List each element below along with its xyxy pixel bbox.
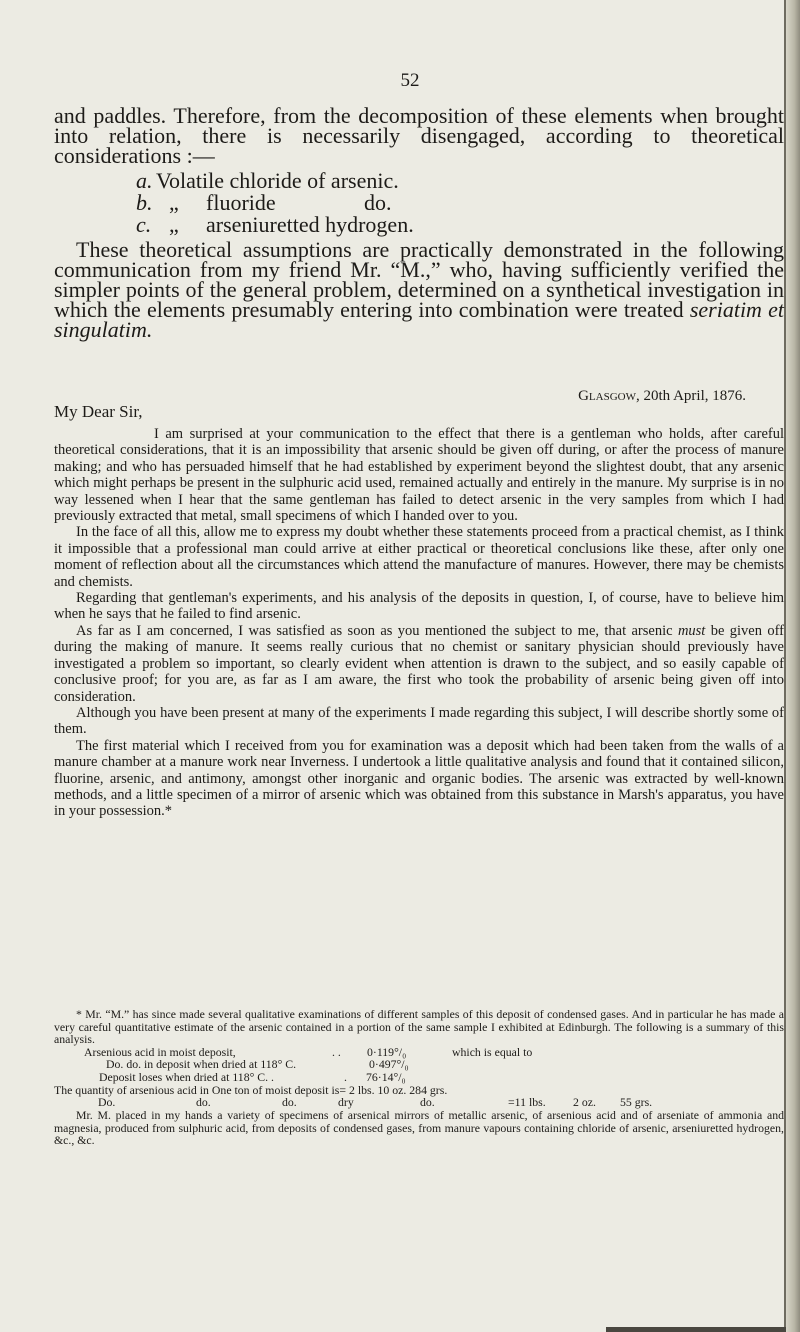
- footnote-closing: Mr. M. placed in my hands a variety of specimens of arsenical mirrors of metallic arsenic, of arsenious acid and of arseniate of ammonia and magnesia, produced from sulphuric acid, from deposits of condensed gases, from manure vapours containing chloride of arsenic, arseniuretted hydrogen, &c., &c.: [54, 1107, 784, 1148]
- do-cell: Do.: [98, 1095, 116, 1110]
- paragraph-text: be given off during the making of manure. It seems really curious that no chemist or sanitary physician should previously have investigated a problem so important, so clearly evident when attention is drawn to the subject, and so easily capable of conclusive proof; for you are, as far as I am aware, the first who took the probability of arsenic being given off into consideration.: [54, 622, 785, 705]
- row-value: 0·119°/₀: [367, 1044, 407, 1059]
- table-row: [54, 1071, 784, 1084]
- letter-paragraph: The first material which I received from you for examination was a deposit which had been taken from the walls of a manure chamber at a manure work near Inverness. I undertook a little qualitative analysis and found that it contained silicon, fluorine, arsenic, and antimony, amongst other inorganic and organic bodies. The arsenic was extracted by well-known methods, and a little specimen of a mirror of arsenic which was obtained from this substance in Marsh's apparatus, you have in your possession.*: [54, 737, 784, 820]
- row-value: 0·497°/₀: [369, 1057, 409, 1072]
- row-note: which is equal to: [452, 1044, 533, 1059]
- list-letter: c.: [136, 212, 152, 237]
- list-item: [136, 212, 784, 237]
- intro-paragraph: and paddles. Therefore, from the decomposition of these elements when brought into relation, there is necessarily disengaged, according to theoretical considerations :—: [54, 103, 784, 168]
- list-letter: a.: [136, 168, 153, 193]
- do-cell: =11 lbs.: [508, 1095, 546, 1110]
- letter-section: [54, 388, 784, 820]
- quantity-dry-line: [54, 1096, 784, 1109]
- do-cell: dry: [338, 1095, 354, 1110]
- salutation: My Dear Sir,: [54, 402, 143, 421]
- letter-paragraph: In the face of all this, allow me to express my doubt whether these statements proceed from a practical chemist, as I think it impossible that a professional man could arrive at either practical or theoretical conclusions like these, after only one moment of reflection about all the circumstances which attend the manufacture of manures. However, there may be chemists and chemists.: [54, 524, 784, 590]
- ditto-mark: „: [169, 212, 179, 237]
- page-number: 52: [400, 70, 420, 91]
- letter-paragraph: Although you have been present at many of the experiments I made regarding this subject, I will describe shortly some of them.: [54, 704, 784, 738]
- quantity-line: The quantity of arsenious acid in One ton of moist deposit is= 2 lbs. 10 oz. 284 grs.: [54, 1082, 448, 1097]
- gas-list: [54, 168, 784, 237]
- dateline: [578, 388, 746, 404]
- do-cell: 2 oz.: [573, 1095, 596, 1110]
- list-text: arseniuretted hydrogen.: [206, 212, 414, 237]
- list-text: Volatile chloride of arsenic.: [156, 168, 399, 193]
- do-cell: do.: [420, 1095, 435, 1110]
- intro-section: [54, 103, 784, 342]
- do-cell: do.: [282, 1095, 297, 1110]
- paragraph-italic: must: [677, 622, 706, 639]
- letter-paragraph: Regarding that gentleman's experiments, and his analysis of the deposits in question, I, of course, have to believe him when he says that he failed to find arsenic.: [54, 590, 784, 623]
- do-cell: 55 grs.: [620, 1095, 653, 1110]
- letter-paragraph: I am surprised at your communication to the effect that there is a gentleman who holds, after careful theoretical considerations, that it is an impossibility that arsenic should be given off during, or after the process of manure making; and who has persuaded himself that he had established by experiment beyond the slightest doubt, that any arsenic which might perhaps be present in the sulphuric acid used, remained actually and entirely in the manure. My surprise is in no way lessened when I hear that the same gentleman has failed to detect arsenic in the very samples from which I had previously extracted that metal, small specimens of which I handed over to you.: [54, 426, 784, 525]
- page-edge-line: [784, 0, 786, 1332]
- assumptions-text: These theoretical assumptions are practically demonstrated in the following communication from my friend Mr. “M.,” who, having sufficiently verified the simpler points of the general problem, determined on a synthetical investigation in which the elements presumably entering into combination were treated: [54, 237, 784, 322]
- row-dots: . .: [332, 1044, 341, 1059]
- ditto-do: do.: [364, 190, 392, 215]
- analysis-table: [54, 1046, 784, 1084]
- page-edge: [786, 0, 800, 1332]
- row-label: Deposit loses when dried at 118° C. .: [99, 1069, 274, 1084]
- assumptions-paragraph: [54, 237, 784, 342]
- dateline-date: 20th April, 1876.: [643, 388, 746, 404]
- ditto-mark: „: [169, 190, 179, 215]
- paragraph-text: As far as I am concerned, I was satisfied as soon as you mentioned the subject to me, that arsenic: [76, 622, 678, 639]
- footnote-intro: * Mr. “M.” has since made several qualitative examinations of different samples of this deposit of condensed gases. And in particular he has made a very careful quantitative estimate of the arsenic contained in a portion of the same sample I exhibited at Edinburgh. The following is a summary of this analysis.: [54, 1007, 784, 1047]
- row-label: Arsenious acid in moist deposit,: [84, 1044, 236, 1059]
- letter-head: [54, 388, 784, 426]
- do-cell: do.: [196, 1095, 211, 1110]
- page-edge-bottom: [606, 1327, 786, 1332]
- dateline-place: Glasgow,: [578, 388, 640, 404]
- row-dots: .: [344, 1069, 347, 1084]
- list-letter: b.: [136, 190, 153, 215]
- row-label: Do. do. in deposit when dried at 118° C.: [106, 1057, 297, 1072]
- list-text: fluoride: [206, 190, 276, 215]
- footnote: [54, 1008, 784, 1147]
- row-value: 76·14°/₀: [366, 1069, 406, 1084]
- letter-paragraph: [54, 623, 784, 705]
- assumptions-italic: seriatim et singulatim.: [54, 297, 784, 342]
